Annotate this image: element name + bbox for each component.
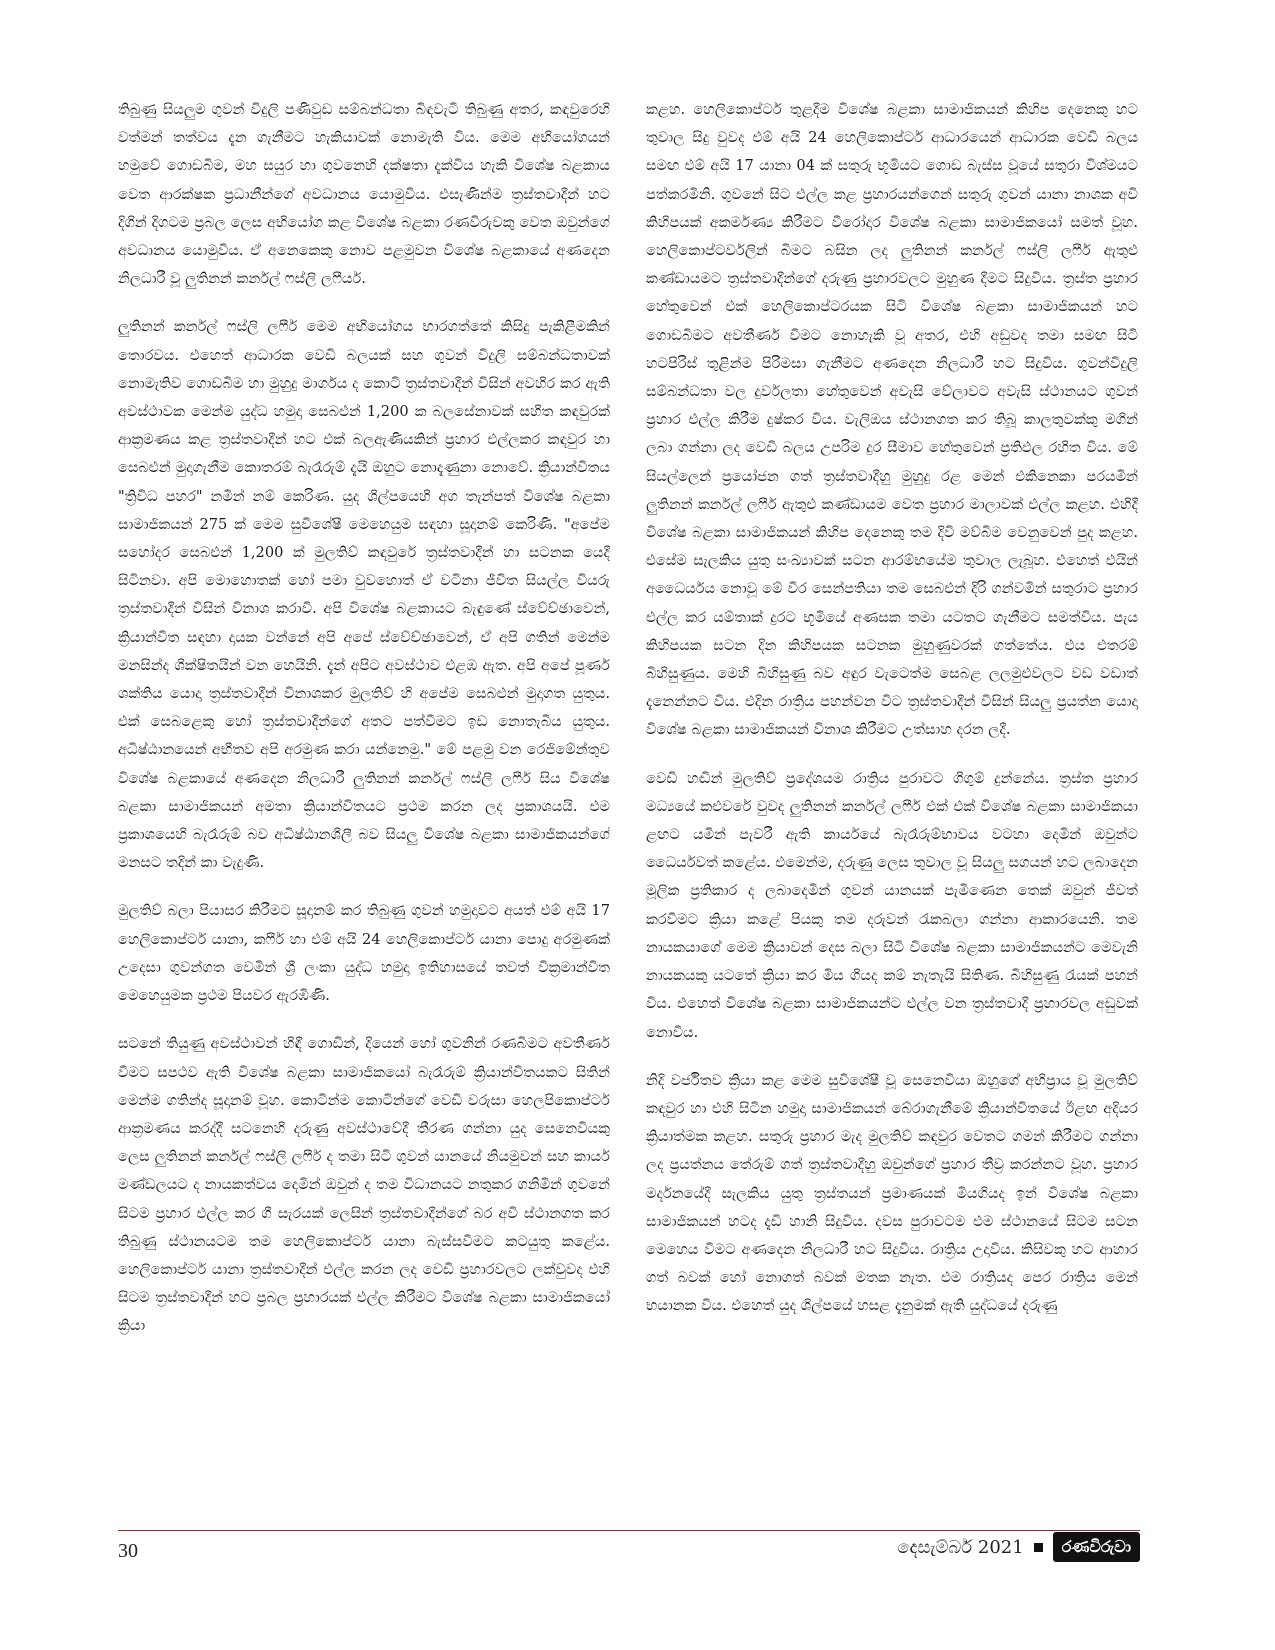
square-bullet-icon (1034, 1543, 1043, 1552)
page-number: 30 (118, 1540, 138, 1562)
footer-issue-info (897, 1532, 1140, 1562)
left-column (118, 96, 610, 1514)
paragraph: ලුතිනන් කර්නල් ෆස්ලි ලෆීර් මෙම අභියෝගය භාරගත්තේ කිසිදු පැකිළීමකින් තොරවය. එහෙත් ආධාරක වෙඩි බලයක් සහ ගුවන් විදුලි සම්බන්ධතාවක් නොමැතිව ගොඩබිම හා මුහුදු මාර්ගය ද කොටි ත්‍රස්තවාදීන් විසින් අවහිර කර ඇති අවස්ථාවක මෙන්ම යුද්ධ හමුදා සෙබළුන් 1,200 ක බලසේනාවක් සහිත කඳවුරක් ආක්‍රමණය කළ ත්‍රස්තවාදීන් හට එක් බලඇණියකින් ප්‍රහාර එල්ලකර කඳවුර හා සෙබළුන් මුදාගැනීම කොතරම් බැරෑරුම් දැයි ඔහුට නොදැණුනා නොවේ. ක්‍රියාන්විතය "ත්‍රිවිධ පහර" නමින් නම් කෙරිණ. යුද ශිල්පයෙහි අග තැන්පත් විශේෂ බළකා සාමාජිකයන් 275 ක් මෙම සුවිශේෂී මෙහෙයුම සඳහා සූදානම් කෙරිණි. "අපේම සහෝදර සෙබළුන් 1,200 ක් මුලතිව් කඳවුරේ ත්‍රස්තවාදීන් හා සටනක යෙදී සිටිනවා. අපි මොහොතක් හෝ පමා වුවහොත් ඒ වටිනා ජීවිත සියල්ල වියරු ත්‍රස්තවාදීන් විසින් විනාශ කරාවි. අපි විශේෂ බළකායට බැඳුණේ ස්වේච්ඡාවෙන්, ක්‍රියාන්විත සඳහා දායක වන්නේ අපි අපේ ස්වේච්ඡාවෙන්, ඒ අපි ගතින් මෙන්ම මනසින්ද ශික්ෂිතයින් වන හෙයිනි. දැන් අපිට අවස්ථාව එළඹ ඇත. අපි අපේ පූර්ණ ශක්තිය යොදා ත්‍රස්තවාදීන් විනාශකර මුලතිව් හි අපේම සෙබළුන් මුදාගත යුතුය. එක් සෙබළෙකු හෝ ත්‍රස්තවාදීන්ගේ අතට පත්වීමට ඉඩ නොතැබිය යුතුය. අධිෂ්ඨානයෙන් අභීතව අපි අරමුණ කරා යන්නෙමු." මේ පළමු වන රෙජිමේන්තුව විශේෂ බළකායේ අණදෙන නිලධාරී ලුතිනන් කර්නල් ෆස්ලි ලෆීර් සිය විශේෂ බළකා සාමාජිකයන් අමතා ක්‍රියාන්විතයට ප්‍රථම කරන ලද ප්‍රකාශයයි. එම ප්‍රකාශයෙහි බැරෑරුම් බව අධිෂ්ඨානශීලී බව සියලු විශේෂ බළකා සාමාජිකයන්ගේ මනසට තදින් කා වැදුණි. (118, 318, 610, 872)
paragraph: කළහ. හෙලිකොප්ටර් තුළදීම විශේෂ බළකා සාමාජිකයන් කිහිප දෙනෙකු හට තුවාල සිදු වුවද එම් අයි 24 හෙලිකොප්ටර් ආධාරයෙන් ආධාරක වෙඩි බලය සමඟ එම් අයි 17 යානා 04 ක් සතුරු භූමියට ගොඩ බැස්ස වූයේ සතුරා විශ්මයට පත්කරමිනි. ගුවනේ සිට එල්ල කළ ප්‍රහාරයන්ගෙන් සතුරු ගුවන් යානා නාශක අවි කිහිපයක් අකර්මණ්‍ය කිරීමට වීරෝදාර විශේෂ බළකා සාමාජිකයෝ සමත් වූහ. හෙලිකොප්ටර්වලින් බිමට බසින ලද ලුතිනන් කර්නල් ෆස්ලි ලෆීර් ඇතුළු කණ්ඩායමට ත්‍රස්තවාදීන්ගේ දරුණු ප්‍රහාරවලට මුහුණ දීමට සිදුවිය. ත්‍රස්ත ප්‍රහාර හේතුවෙන් එක් හෙලිකොප්ටරයක සිටි විශේෂ බළකා සාමාජිකයන් හට ගොඩබිමට අවතීර්ණ වීමට නොහැකි වූ අතර, එහි අඩුවද තමා සමඟ සිටි හටපිරිස් තුළින්ම පිරිමසා ගැනීමට අණදෙන නිලධාරී හට සිදුවිය. ගුවන්විදුලි සම්බන්ධතා වල දුර්වලතා හේතුවෙන් අවැසි වේලාවට අවැසි ස්ථානයට ගුවන් ප්‍රහාර එල්ල කිරීම දුෂ්කර විය. වැලිඔය ස්ථානගත කර තිබූ කාලතුවක්කු මගින් ලබා ගන්නා ලද වෙඩි බලය උපරිම දුර සීමාව හේතුවෙන් ප්‍රතිඵල රහිත විය. මේ සියල්ලෙන් ප්‍රයෝජන ගත් ත්‍රස්තවාදීහු මුහුදු රළ මෙන් එකිනෙකා පරයමින් ලුතිනන් කර්නල් ලෆීර් ඇතුළු කණ්ඩායම වෙත ප්‍රහාර මාලාවක් එල්ල කළහ. එහිදී විශේෂ බළකා සාමාජිකයන් කිහිප දෙනෙකු තම දිවි මව්බිම වෙනුවෙන් පුද කළහ. එසේම සැලකිය යුතු සංඛ්‍යාවක් සටන ආරම්භයේම තුවාල ලැබූහ. එහෙත් එයින් අධෛර්යය නොවූ මේ වීර සෙන්පතියා තම සෙබළුන් දිරි ගන්වමින් සතුරාට ප්‍රහාර එල්ල කර යම්තාක් දුරට භූමියේ අණසක තමා යටතට ගැනීමට සමත්විය. පැය කිහිපයක සටන දින කිහිපයක සටනක මුහුණුවරක් ගත්තේය. එය එතරම් බිහිසුණුය. මෙහි බිහිසුණු බව අඳුර වැටෙත්ම සෙබළ ලලමුළුවලට වඩ වඩාත් දැනෙන්නට විය. එදින රාත්‍රිය පහන්වන විට ත්‍රස්තවාදීන් විසින් සියලු ප්‍රයත්න යොදා විශේෂ බළකා සාමාජිකයන් විනාශ කිරීමට උත්සාහ දරන ලදී. (646, 101, 1138, 739)
paragraph: වෙඩි හඬින් මුලතිව් ප්‍රදේශයම රාත්‍රිය පුරාවට ගිගුම් දුන්නේය. ත්‍රස්ත ප්‍රහාර මධ්‍යයේ කළුවරේ වුවද ලුතිනන් කර්නල් ලෆීර් එක් එක් විශේෂ බළකා සාමාජිකයා ළඟට යමින් පැවරී ඇති කාර්යයේ බැරෑරුම්භාවය වටහා දෙමින් ඔවුන්ට ධෛර්යවත් කළේය. එමෙන්ම, දරුණු ලෙස තුවාල වූ සියලු සගයන් හට ලබාදෙන මූලික ප්‍රතිකාර ද ලබාදෙමින් ගුවන් යානයක් පැමිණෙන තෙක් ඔවුන් ජීවත් කරවීමට ක්‍රියා කළේ පියකු තම දරුවන් රැකබලා ගන්නා ආකාරයෙනි. තම නායකයාගේ මෙම ක්‍රියාවන් දෙස බලා සිටි විශේෂ බළකා සාමාජිකයන්ට මෙවැනි නායකයකු යටතේ ක්‍රියා කර මිය ගියද කම් නැතැයි සිතිණ. බිහිසුණු රැයක් පහන් විය. එහෙත් විශේෂ බළකා සාමාජිකයන්ට එල්ල වන ත්‍රස්තවාදී ප්‍රහාරවල අඩුවක් නොවීය. (646, 769, 1138, 1041)
right-column (646, 96, 1138, 1514)
issue-date: දෙසැම්බර් 2021 (897, 1536, 1024, 1558)
magazine-logo: රණවිරුවා (1053, 1532, 1140, 1562)
paragraph: නිදි වර්ජිතව ක්‍රියා කළ මෙම සුවිශේෂී වූ සෙනෙවියා ඔහුගේ අභිප්‍රාය වූ මුලතිව් කඳවුර හා එහි සිටින හමුදා සාමාජිකයන් බේරාගැනීමේ ක්‍රියාන්විතයේ ඊළඟ අදියර ක්‍රියාත්මක කළහ. සතුරු ප්‍රහාර මැද මුලතිව් කඳවුර වෙතට ගමන් කිරීමට ගන්නා ලද ප්‍රයත්නය තේරුම් ගත් ත්‍රස්තවාදීහු ඔවුන්ගේ ප්‍රහාර තීව්‍ර කරන්නට වූහ. ප්‍රහාර මර්දනයේදී සැලකිය යුතු ත්‍රස්තයන් ප්‍රමාණයක් මියගියද ඉන් විශේෂ බළකා සාමාජිකයන් හටද දැඩි හානි සිදුවිය. දවස පුරාවටම එම ස්ථානයේ සිටම සටන මෙහෙය වීමට අණදෙන නිලධාරී හට සිදුවිය. රාත්‍රිය උදාවිය. කිසිවකු හට ආහාර ගත් බවක් හෝ නොගත් බවක් මතක නැත. එම රාත්‍රියද පෙර රාත්‍රිය මෙන් භයානක විය. එහෙත් යුද ශිල්පයේ හසළ දැනුමක් ඇති යුද්ධයේ දරුණු (646, 1071, 1138, 1315)
paragraph: සටනේ තියුණු අවස්ථාවන් හිඳී ගොඩින්, දියෙන් හෝ ගුවනින් රණබිමට අවතීර්ණ වීමට සපථව ඇති විශේෂ බළකා සාමාජිකයෝ බැරෑරුම් ක්‍රියාන්විතයකට සිතින් මෙන්ම ගතින්ද සූදානම් වූහ. කොටින්ම කොටින්ගේ වෙඩි වරුසා හෙලපිකොප්ටර් ආක්‍රමණය කරද්දී සටනෙහි දරුණු අවස්ථාවේදී තීරණ ගන්නා යුද සෙනෙවියකු ලෙස ලුතිනන් කර්නල් ෆස්ලි ලෆීර් ද තමා සිටි ගුවන් යානයේ නියමුවන් සහ කාර්ය මණ්ඩලයට ද නායකත්වය දෙමින් ඔවුන් ද තම විධානයට නතුකර ගනිමින් ගුවනේ සිටම ප්‍රහාර එල්ල කර ගී සැරයක් ලෙසින් ත්‍රස්තවාදීන්ගේ බර අවි ස්ථානගත කර තිබුණු ස්ථානයටම තම හෙලිකොප්ටර් යානා බැස්සවීමට කටයුතු කළේය. හෙලිකොප්ටර් යානා ත්‍රස්තවාදීන් එල්ල කරන ලද වෙඩි ප්‍රහාරවලට ලක්වුවද එහි සිටම ත්‍රස්තවාදීන් හට ප්‍රබල ප්‍රහාරයක් එල්ල කිරීමට විශේෂ බළකා සාමාජිකයෝ ක්‍රියා (118, 1035, 610, 1335)
paragraph: තිබුණු සියලුම ගුවන් විදුලි පණිවුඩ සම්බන්ධතා බිඳවැටී තිබුණු අතර, කඳවුරෙහි වත්මන් තත්වය දැන ගැනීමට හැකියාවක් නොමැති විය. මෙම අභියෝගයන් හමුවේ ගොඩබිම, මහ සයුර හා ගුවනෙහි දක්ෂතා දැක්විය හැකි විශේෂ බළකාය වෙත ආරක්ෂක ප්‍රධානීන්ගේ අවධානය යොමුවිය. එසැණින්ම ත්‍රස්තවාදීන් හට දිගින් දිගටම ප්‍රබල ලෙස අභියෝග කළ විශේෂ බළකා රණවිරුවකු වෙත ඔවුන්ගේ අවධානය යොමුවිය. ඒ අනෙකෙකු නොව පළමුවන විශේෂ බළකායේ අණදෙන නිලධාරී වූ ලුතිනන් කර්නල් ෆස්ලි ලෆීර්ය. (118, 101, 610, 288)
footer-divider (118, 1530, 1140, 1531)
paragraph: මුලතිව් බලා පියාසර කිරීමට සූදානම් කර තිබුණු ගුවන් හමුදාවට අයත් එම් අයි 17 හෙලිකොප්ටර් යානා, කෆීර් හා එම් අයි 24 හෙලිකොප්ටර් යානා පොදු අරමුණක් උදෙසා ගුවන්ගත වෙමින් ශ්‍රී ලංකා යුද්ධ හමුදා ඉතිහාසයේ තවත් වික්‍රමාන්විත මෙහෙයුමක ප්‍රථම පියවර ඇරඹිණි. (118, 902, 610, 1005)
